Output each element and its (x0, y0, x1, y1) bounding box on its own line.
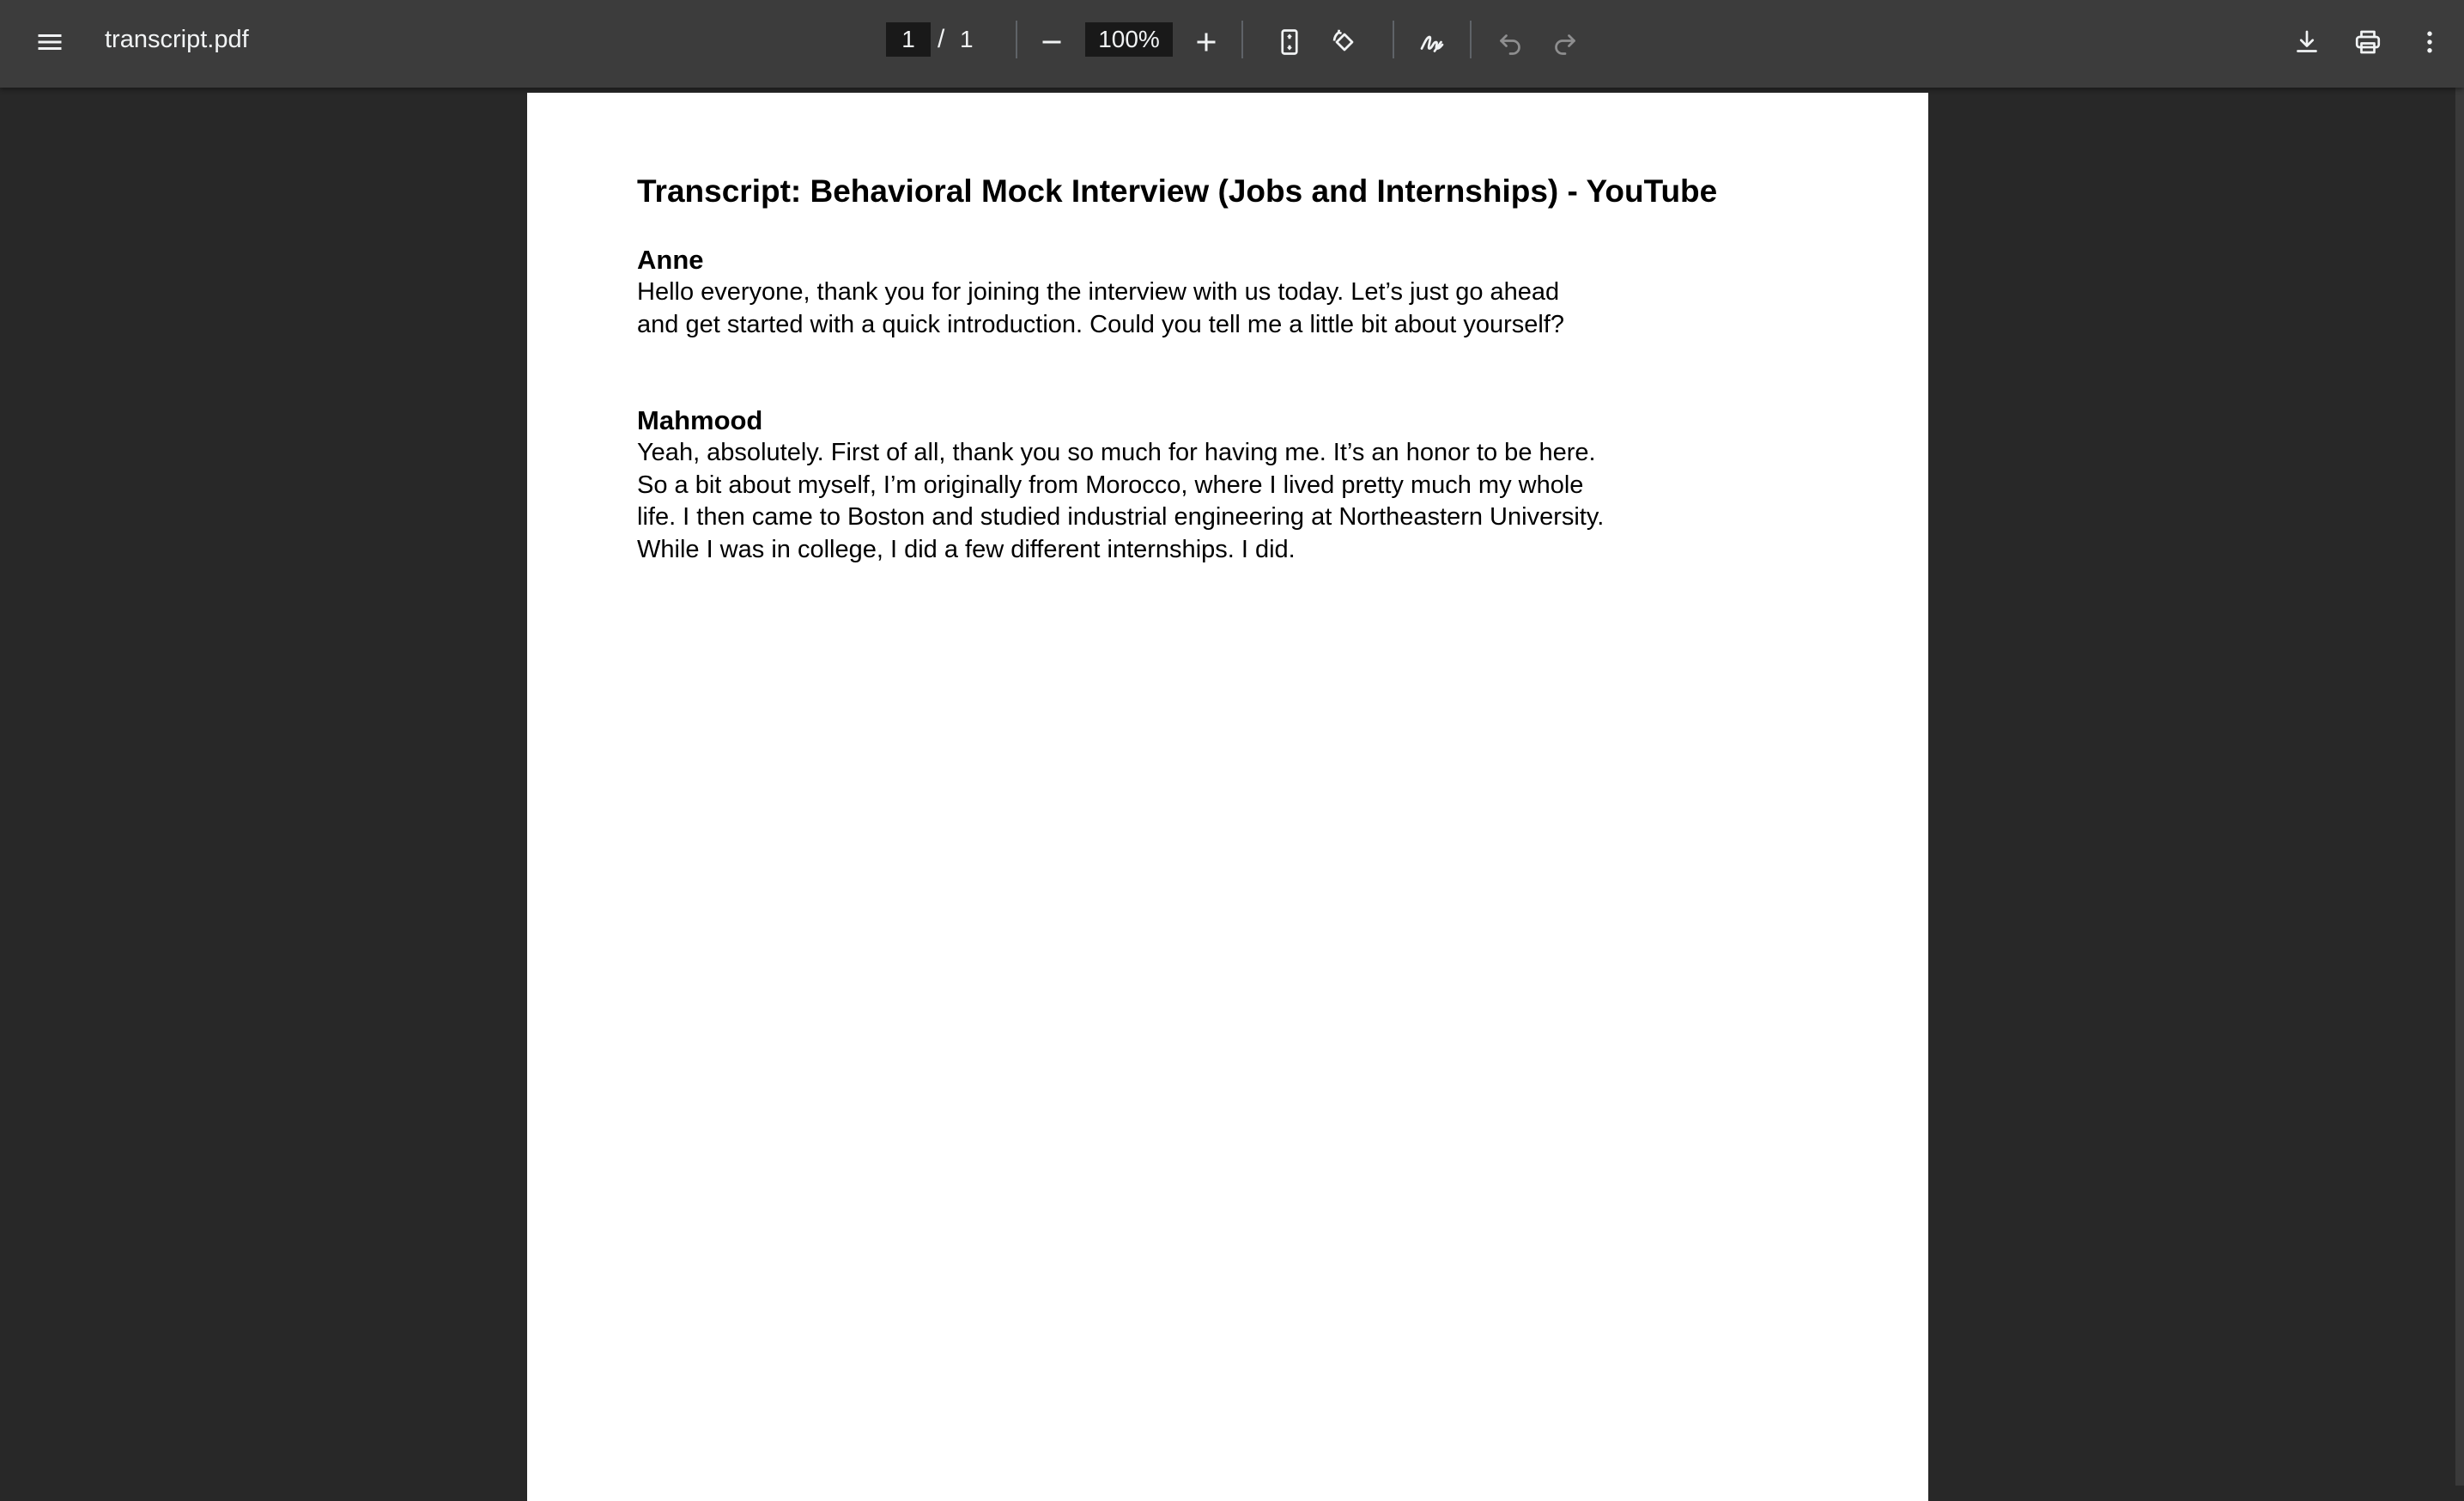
page-number-input[interactable] (886, 22, 931, 57)
vertical-scrollbar[interactable] (2455, 88, 2464, 1486)
speaker-name: Anne (637, 245, 704, 275)
fit-to-page-button[interactable] (1262, 16, 1317, 71)
toolbar-divider (1241, 21, 1243, 58)
speaker-name: Mahmood (637, 405, 763, 435)
toolbar-divider (1393, 21, 1394, 58)
annotate-button[interactable] (1405, 16, 1460, 71)
document-title: Transcript: Behavioral Mock Interview (Jobs and Internships) - YouTube (637, 173, 1718, 209)
toolbar-divider (1470, 21, 1472, 58)
rotate-button[interactable] (1317, 16, 1372, 71)
transcript-entry (637, 244, 1616, 341)
draw-icon (1417, 27, 1447, 62)
total-pages: 1 (960, 26, 974, 52)
zoom-in-button[interactable] (1179, 16, 1234, 71)
page-separator: / (938, 25, 945, 53)
more-options-button[interactable] (2402, 16, 2457, 71)
menu-icon (34, 27, 65, 62)
print-icon (2352, 27, 2383, 62)
download-button[interactable] (2279, 16, 2334, 71)
undo-button[interactable] (1483, 16, 1538, 71)
more-vertical-icon (2414, 27, 2445, 62)
speaker-text: Hello everyone, thank you for joining the interview with us today. Let’s just go ahead and get started with a quick introduction. Could you tell me a little bit about yourself? (637, 278, 1565, 338)
menu-button[interactable] (22, 16, 77, 71)
transcript-entry (637, 404, 1616, 566)
pdf-page (527, 93, 1928, 1501)
redo-button[interactable] (1538, 16, 1593, 71)
zoom-out-button[interactable] (1024, 16, 1079, 71)
fit-to-page-icon (1274, 27, 1305, 62)
redo-icon (1550, 27, 1581, 62)
toolbar-divider (1016, 21, 1017, 58)
undo-icon (1495, 27, 1526, 62)
plus-icon (1191, 27, 1222, 62)
print-button[interactable] (2340, 16, 2395, 71)
rotate-icon (1329, 27, 1360, 62)
speaker-text: Yeah, absolutely. First of all, thank you so much for having me. It’s an honor to be here. So a bit about myself, I’m originally from Morocco, where I lived pretty much my whole life. I then came to Boston and studied industrial engineering at Northeastern University. While I was in college, I did a few different internships. I did. (637, 439, 1605, 563)
zoom-input[interactable] (1085, 22, 1173, 57)
pdf-toolbar (0, 0, 2464, 88)
minus-icon (1036, 27, 1067, 62)
download-icon (2291, 27, 2322, 62)
file-name: transcript.pdf (105, 26, 249, 53)
